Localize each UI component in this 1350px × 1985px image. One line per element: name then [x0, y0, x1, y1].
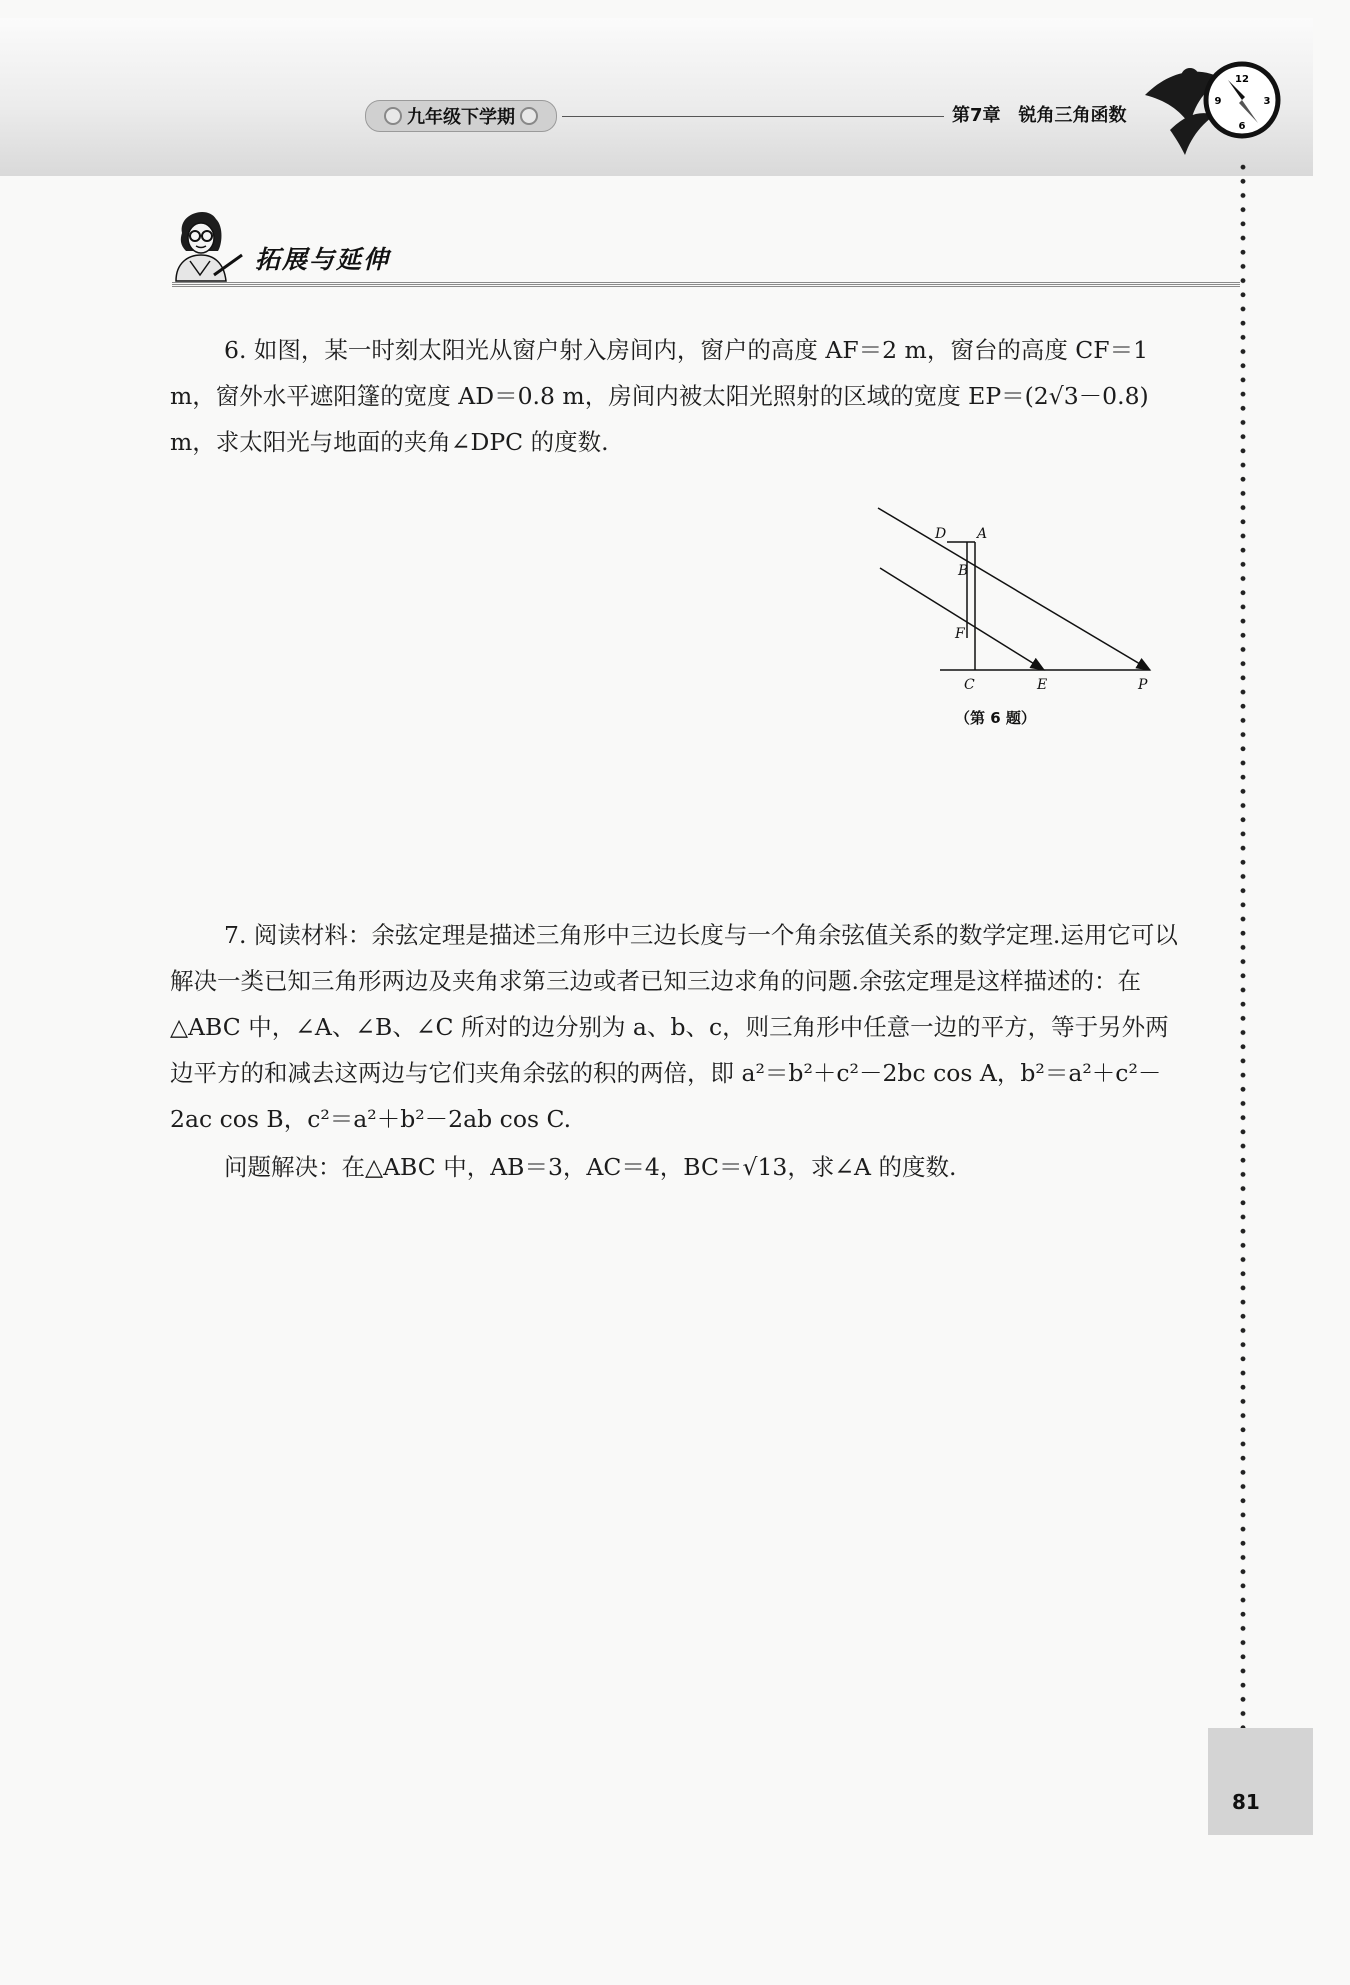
header-divider: [562, 116, 944, 117]
grade-label: 九年级下学期: [407, 107, 515, 128]
chapter-title: 锐角三角函数: [1018, 105, 1127, 126]
section-title: 拓展与延伸: [255, 245, 391, 274]
problem-6: [170, 327, 1180, 465]
label-b: B: [958, 563, 969, 579]
problem-7-solve: 问题解决：在△ABC 中，AB＝3，AC＝4，BC＝√13，求∠A 的度数.: [224, 1153, 957, 1181]
clock-6: 6: [1238, 121, 1246, 132]
pill-right-dot-icon: [520, 107, 538, 125]
problem-7: [170, 912, 1180, 1190]
clock-3: 3: [1263, 96, 1271, 107]
chapter-number: 第7章: [952, 105, 1001, 126]
page-header: [0, 18, 1313, 176]
chapter-label: [952, 101, 1127, 127]
problem-6-text: 6. 如图，某一时刻太阳光从窗户射入房间内，窗户的高度 AF＝2 m，窗台的高度 CF＝1 m，窗外水平遮阳篷的宽度 AD＝0.8 m，房间内被太阳光照射的区域的宽度 EP＝(2√3－0.8) m，求太阳光与地面的夹角∠DPC 的度数.: [170, 336, 1149, 456]
teacher-icon: [168, 205, 248, 283]
label-f: F: [955, 626, 965, 642]
label-a: A: [977, 526, 988, 542]
label-p: P: [1138, 677, 1148, 693]
clock-12: 12: [1235, 74, 1249, 85]
section-divider: [172, 282, 1240, 288]
problem-7-text: 7. 阅读材料：余弦定理是描述三角形中三边长度与一个角余弦值关系的数学定理.运用它可以解决一类已知三角形两边及夹角求第三边或者已知三边求角的问题.余弦定理是这样描述的：在△ABC 中，∠A、∠B、∠C 所对的边分别为 a、b、c，则三角形中任意一边的平方，等于另外两边平方的和减去这两边与它们夹角余弦的积的两倍，即 a²＝b²＋c²－2bc cos A，b²＝a²＋c²－2ac cos B，c²＝a²＋b²－2ab cos C.: [170, 921, 1178, 1133]
pill-left-dot-icon: [384, 107, 402, 125]
page-tab: [1208, 1728, 1313, 1835]
problem-6-figure: [870, 500, 1160, 700]
page-number: 81: [1232, 1790, 1260, 1814]
label-e: E: [1037, 677, 1048, 693]
compass-clock-icon: [1140, 55, 1290, 160]
dotted-margin: [1240, 160, 1246, 1730]
grade-badge: [365, 100, 557, 132]
label-c: C: [964, 677, 975, 693]
clock-9: 9: [1214, 96, 1222, 107]
label-d: D: [935, 526, 947, 542]
figure-caption: （第 6 题）: [955, 709, 1036, 727]
